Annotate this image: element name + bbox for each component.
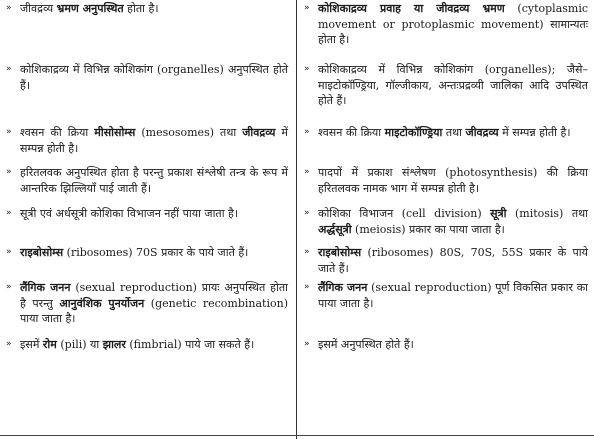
- eukaryote-cell: [296, 244, 594, 279]
- list-item: [304, 206, 588, 237]
- bullet-icon: »: [304, 3, 310, 13]
- bullet-icon: »: [304, 339, 310, 349]
- text-segment: (fimbrial) पाये जा सकते हैं।: [125, 338, 255, 351]
- prokaryote-cell: [0, 205, 296, 244]
- bullet-icon: »: [6, 247, 12, 257]
- prokaryote-cell: [0, 0, 296, 61]
- text-segment: पादपों में प्रकाश संश्लेषण (photosynthesis) की क्रिया हरितलवक नामक भाग में सम्पन्न होती है।: [318, 166, 588, 195]
- bold-term: जीवद्रव्य: [465, 126, 499, 139]
- text-segment: (meiosis) प्रकार का पाया जाता है।: [351, 222, 505, 236]
- text-segment: इसमें अनुपस्थित होते हैं।: [318, 338, 414, 351]
- bold-term: लैंगिक जनन: [20, 281, 71, 294]
- bullet-icon: »: [6, 127, 12, 137]
- text-segment: श्वसन की क्रिया: [20, 126, 95, 139]
- eukaryote-cell: [296, 124, 594, 164]
- list-item: [304, 245, 588, 276]
- bold-term: आनुवंशिक पुनर्योजन: [59, 296, 145, 310]
- list-item: [6, 1, 288, 17]
- text-segment: (ribosomes) 80S, 70S, 55S प्रकार के पाये जाते हैं।: [318, 246, 588, 275]
- text-segment: तथा: [442, 126, 466, 139]
- list-item: [304, 125, 588, 141]
- prokaryote-cell: [0, 279, 296, 336]
- prokaryote-cell: [0, 244, 296, 279]
- bullet-icon: »: [304, 208, 310, 218]
- eukaryote-cell: [296, 205, 594, 244]
- bold-term: राइबोसोम्स: [20, 246, 64, 259]
- text-segment: (genetic recombination) पाया जाता है।: [20, 296, 288, 325]
- prokaryote-cell: [0, 61, 296, 124]
- table-row: [0, 164, 594, 205]
- table-row: [0, 336, 594, 381]
- text-segment: (sexual reproduction) पूर्ण विकसित प्रकार का पाया जाता है।: [318, 281, 588, 310]
- text-segment: जीवद्रव्य: [20, 2, 57, 15]
- bullet-icon: »: [6, 282, 12, 292]
- list-item: [6, 62, 288, 93]
- bullet-icon: »: [6, 3, 12, 13]
- text-segment: हरितलवक अनुपस्थित होता है परन्तु प्रकाश संश्लेषी तन्त्र के रूप में आन्तरिक झिल्लियाँ पाई जाती हैं।: [20, 166, 288, 195]
- bold-term: झालर: [102, 338, 126, 351]
- list-item: [304, 1, 588, 48]
- bullet-icon: »: [6, 167, 12, 177]
- text-segment: होता है।: [123, 2, 159, 15]
- list-item: [304, 165, 588, 196]
- prokaryote-cell: [0, 336, 296, 381]
- bold-term: लैंगिक जनन: [318, 281, 368, 294]
- list-item: [304, 337, 588, 353]
- bold-term: अर्द्धसूत्री: [318, 222, 352, 236]
- bold-term: कोशिकाद्रव्य प्रवाह या जीवद्रव्य भ्रमण: [318, 2, 505, 15]
- text-segment: (mesosomes) तथा: [135, 126, 243, 139]
- text-segment: कोशिकाद्रव्य में विभिन्न कोशिकांग (organelles) अनुपस्थित होते हैं।: [20, 63, 288, 92]
- list-item: [6, 206, 288, 222]
- bold-term: भ्रमण अनुपस्थित: [56, 2, 124, 15]
- prokaryote-cell: [0, 124, 296, 164]
- text-segment: (mitosis) तथा: [506, 207, 588, 220]
- bullet-icon: »: [6, 339, 12, 349]
- bullet-icon: »: [6, 64, 12, 74]
- list-item: [304, 280, 588, 311]
- table-row: [0, 244, 594, 279]
- text-segment: श्वसन की क्रिया: [318, 126, 385, 139]
- list-item: [6, 125, 288, 156]
- bullet-icon: »: [304, 64, 310, 74]
- text-segment: सूत्री एवं अर्धसूत्री कोशिका विभाजन नहीं पाया जाता है।: [20, 207, 239, 220]
- list-item: [6, 245, 288, 261]
- bold-term: रोम: [42, 338, 57, 351]
- text-segment: कोशिकाद्रव्य में विभिन्न कोशिकांग (organelles); जैसे–माइटोकॉण्ड्रिया, गॉल्जीकाय, अन्तःप्रद्रव्यी जालिका आदि उपस्थित होते हैं।: [318, 63, 588, 107]
- text-segment: (sexual reproduction) प्रायः अनुपस्थित होता है परन्तु: [20, 281, 288, 310]
- eukaryote-cell: [296, 279, 594, 336]
- text-segment: (ribosomes) 70S प्रकार के पाये जाते हैं।: [63, 246, 249, 259]
- table-row: [0, 124, 594, 164]
- table-row: [0, 205, 594, 244]
- eukaryote-cell: [296, 336, 594, 381]
- table-row: [0, 61, 594, 124]
- table-row: [0, 279, 594, 336]
- bullet-icon: »: [6, 208, 12, 218]
- text-segment: इसमें: [20, 338, 43, 351]
- bullet-icon: »: [304, 282, 310, 292]
- bold-term: राइबोसोम्स: [318, 246, 362, 259]
- list-item: [304, 62, 588, 109]
- list-item: [6, 280, 288, 327]
- list-item: [6, 165, 288, 196]
- table-row: [0, 0, 594, 61]
- list-item: [6, 337, 288, 353]
- bullet-icon: »: [304, 127, 310, 137]
- text-segment: (pili) या: [56, 338, 103, 351]
- bullet-icon: »: [304, 167, 310, 177]
- bold-term: मीसोसोम्स: [94, 126, 136, 139]
- bold-term: सूत्री: [490, 207, 507, 220]
- text-segment: में सम्पन्न होती है।: [20, 126, 288, 155]
- bold-term: जीवद्रव्य: [242, 126, 276, 139]
- eukaryote-cell: [296, 61, 594, 124]
- text-segment: में सम्पन्न होती है।: [498, 126, 571, 139]
- text-segment: कोशिका विभाजन (cell division): [318, 207, 491, 220]
- bullet-icon: »: [304, 247, 310, 257]
- prokaryote-cell: [0, 164, 296, 205]
- bold-term: माइटोकॉण्ड्रिया: [384, 126, 443, 139]
- eukaryote-cell: [296, 164, 594, 205]
- bottom-rule: [0, 435, 594, 436]
- eukaryote-cell: [296, 0, 594, 61]
- text-segment: (cytoplasmic movement or protoplasmic movement) सामान्यतः होता है।: [318, 2, 588, 46]
